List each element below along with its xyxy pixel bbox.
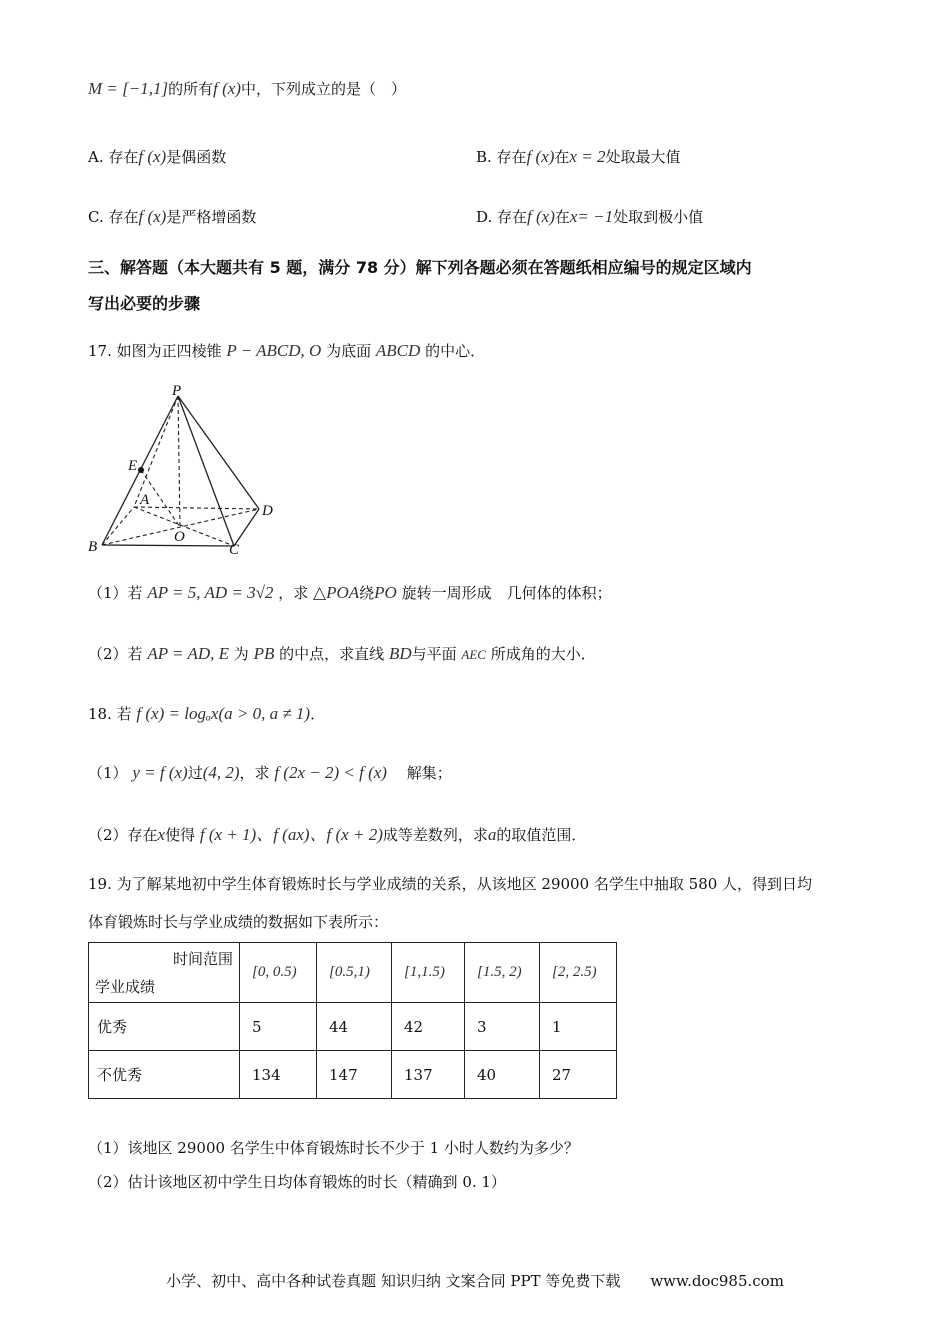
q18-part2: （2）存在x使得 f (x + 1)、f (ax)、f (x + 2)成等差数列，求a的取值范围． bbox=[88, 825, 587, 844]
pyramid-figure bbox=[84, 382, 284, 557]
table-header-row bbox=[89, 943, 617, 1003]
option-b: B. 存在f (x)在x = 2处取最大值 bbox=[476, 147, 681, 166]
data-table bbox=[88, 942, 617, 1099]
q19-stem-cont: 体育锻炼时长与学业成绩的数据如下表所示： bbox=[88, 913, 389, 931]
table-header: [0, 0.5) bbox=[240, 943, 317, 1003]
q18-stem: 18. 若 f (x) = logₐx(a > 0, a ≠ 1)． bbox=[88, 704, 326, 723]
table-row: 优秀 5 44 42 3 1 bbox=[89, 1003, 617, 1051]
table-header: [1.5, 2) bbox=[465, 943, 540, 1003]
label-p: P bbox=[172, 383, 182, 399]
label-o: O bbox=[174, 529, 185, 545]
label-c: C bbox=[229, 542, 240, 557]
q19-part1: （1）该地区 29000 名学生中体育锻炼时长不少于 1 小时人数约为多少？ bbox=[88, 1139, 579, 1157]
section-heading-cont: 写出必要的步骤 bbox=[88, 294, 201, 313]
page-footer: 小学、初中、高中各种试卷真题 知识归纳 文案合同 PPT 等免费下载 www.doc985.com bbox=[166, 1272, 784, 1290]
table-header: [0.5,1) bbox=[317, 943, 392, 1003]
point-e bbox=[138, 467, 144, 473]
option-a: A. 存在f (x)是偶函数 bbox=[88, 147, 227, 166]
q17-part1: （1）若 AP = 5, AD = 3√2 ，求 △POA绕PO 旋转一周形成 几何体的体积； bbox=[88, 583, 612, 602]
q16-stem: M = [−1,1]的所有f (x)中，下列成立的是（ ） bbox=[88, 79, 406, 98]
math-set-m: M = [−1,1] bbox=[88, 79, 169, 98]
label-e: E bbox=[128, 458, 138, 474]
section-heading: 三、解答题（本大题共有 5 题，满分 78 分）解下列各题必须在答题纸相应编号的规定区域内 bbox=[88, 258, 752, 277]
q17-stem: 17. 如图为正四棱锥 P − ABCD, O 为底面 ABCD 的中心． bbox=[88, 341, 486, 360]
q17-part2: （2）若 AP = AD, E 为 PB 的中点，求直线 BD与平面 AEC 所成角的大小． bbox=[88, 644, 596, 663]
label-b: B bbox=[88, 539, 98, 555]
label-d: D bbox=[262, 503, 273, 519]
q18-part1: （1） y = f (x)过(4, 2)，求 f (2x − 2) < f (x) 解集； bbox=[88, 763, 452, 782]
q19-stem: 19. 为了解某地初中学生体育锻炼时长与学业成绩的关系，从该地区 29000 名学生中抽取 580 人，得到日均 bbox=[88, 875, 813, 893]
q19-part2: （2）估计该地区初中学生日均体育锻炼的时长（精确到 0. 1） bbox=[88, 1173, 506, 1191]
option-c: C. 存在f (x)是严格增函数 bbox=[88, 207, 257, 226]
table-corner-cell: 时间范围 学业成绩 bbox=[89, 943, 240, 1003]
table-row: 不优秀 134 147 137 40 27 bbox=[89, 1051, 617, 1099]
table-header: [1,1.5) bbox=[392, 943, 465, 1003]
option-d: D. 存在f (x)在x= −1处取到极小值 bbox=[476, 207, 704, 226]
label-a: A bbox=[140, 492, 150, 508]
table-header: [2, 2.5) bbox=[540, 943, 617, 1003]
